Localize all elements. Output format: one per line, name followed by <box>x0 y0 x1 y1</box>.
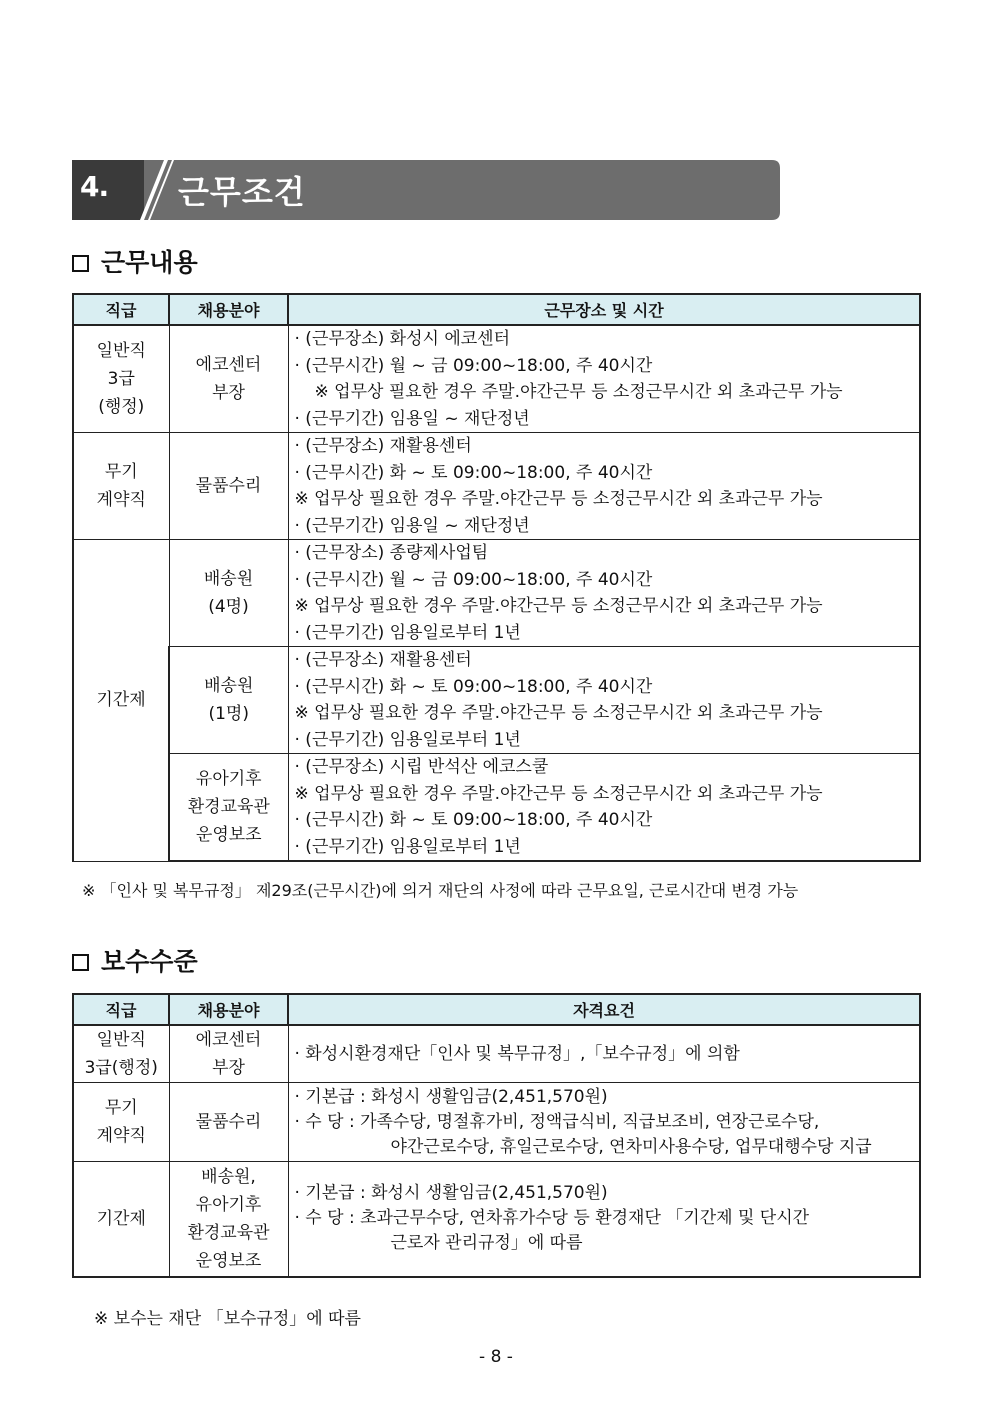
detail-line: · (근무장소) 시립 반석산 에코스쿨 <box>294 757 549 777</box>
detail-line: ※ 업무상 필요한 경우 주말.야간근무 등 소정근무시간 외 초과근무 가능 <box>294 596 823 616</box>
field-cell <box>169 1162 288 1277</box>
field-line: 에코센터 <box>195 1030 262 1050</box>
detail-line: 근로자 관리규정」에 따름 <box>390 1233 583 1254</box>
details-cell <box>288 1025 920 1083</box>
field-line: 운영보조 <box>195 825 262 845</box>
field-cell <box>169 325 288 433</box>
detail-line: · (근무기간) 임용일로부터 1년 <box>294 836 521 857</box>
pay-table-header <box>73 994 920 1025</box>
field-line: 배송원 <box>204 676 254 696</box>
details-cell <box>288 1083 920 1162</box>
detail-line: · 기본급 : 화성시 생활임금(2,451,570원) <box>294 1086 608 1107</box>
field-cell <box>169 1083 288 1162</box>
detail-line: · (근무시간) 화 ~ 토 09:00~18:00, 주 40시간 <box>294 810 653 830</box>
grade-line: 무기 <box>104 462 138 482</box>
field-cell <box>169 433 288 540</box>
field-cell <box>169 754 288 862</box>
detail-line: · 기본급 : 화성시 생활임금(2,451,570원) <box>294 1183 608 1204</box>
header-place-time: 근무장소 및 시간 <box>288 294 920 325</box>
details-cell <box>288 325 920 433</box>
table-row <box>73 540 920 647</box>
detail-line: 야간근로수당, 휴일근로수당, 연차미사용수당, 업무대행수당 지급 <box>390 1136 872 1157</box>
field-line: 물품수리 <box>195 1112 262 1132</box>
field-line: 배송원 <box>203 569 254 589</box>
detail-line: · (근무장소) 재활용센터 <box>294 650 472 670</box>
grade-cell <box>73 433 169 540</box>
detail-line: · (근무시간) 월 ~ 금 09:00~18:00, 주 40시간 <box>294 355 653 376</box>
work-note: ※ 「인사 및 복무규정」 제29조(근무시간)에 의거 재단의 사정에 따라 근무요일, 근로시간대 변경 가능 <box>82 881 799 900</box>
detail-line: ※ 업무상 필요한 경우 주말.야간근무 등 소정근무시간 외 초과근무 가능 <box>314 382 843 402</box>
work-table <box>72 293 921 862</box>
grade-line: 무기 <box>104 1098 138 1118</box>
details-cell <box>288 647 920 754</box>
field-line: 물품수리 <box>195 476 262 496</box>
detail-line: ※ 업무상 필요한 경우 주말.야간근무 등 소정근무시간 외 초과근무 가능 <box>294 703 823 723</box>
grade-line: 일반직 <box>96 1030 146 1050</box>
grade-line: 3급(행정) <box>84 1058 158 1078</box>
header-grade: 직급 <box>73 294 169 325</box>
details-cell <box>288 754 920 862</box>
field-line: 환경교육관 <box>187 797 270 817</box>
grade-line: 계약직 <box>96 1126 146 1146</box>
section-banner <box>72 160 780 220</box>
pay-table <box>72 993 921 1278</box>
detail-line: · (근무기간) 임용일 ~ 재단정년 <box>294 408 530 429</box>
detail-line: · (근무기간) 임용일로부터 1년 <box>294 622 521 643</box>
detail-line: ※ 업무상 필요한 경우 주말.야간근무 등 소정근무시간 외 초과근무 가능 <box>294 783 823 804</box>
work-heading-text: 근무내용 <box>101 248 198 277</box>
details-cell <box>288 540 920 647</box>
field-line: 에코센터 <box>195 355 262 375</box>
header-field: 채용분야 <box>169 994 288 1025</box>
grade-line: 일반직 <box>96 341 146 361</box>
field-cell <box>169 647 288 754</box>
field-line: 부장 <box>212 383 245 403</box>
header-grade: 직급 <box>73 994 169 1025</box>
table-row <box>73 754 920 862</box>
table-row <box>73 1162 920 1277</box>
grade-line: 기간제 <box>96 690 146 711</box>
detail-line: · (근무시간) 화 ~ 토 09:00~18:00, 주 40시간 <box>294 462 653 483</box>
table-row <box>73 433 920 540</box>
detail-line: · (근무장소) 재활용센터 <box>294 436 472 456</box>
grade-line: 계약직 <box>96 490 146 510</box>
field-line: 유아기후 <box>195 769 262 789</box>
field-line: 환경교육관 <box>187 1222 270 1243</box>
detail-line: · (근무장소) 화성시 에코센터 <box>294 329 511 349</box>
grade-cell <box>73 1083 169 1162</box>
table-row <box>73 325 920 433</box>
detail-line: · 수 당 : 초과근무수당, 연차휴가수당 등 환경재단 「기간제 및 단시간 <box>294 1208 810 1229</box>
header-field: 채용분야 <box>169 294 288 325</box>
detail-line: · (근무기간) 임용일로부터 1년 <box>294 729 521 750</box>
table-row <box>73 647 920 754</box>
detail-line: · (근무기간) 임용일 ~ 재단정년 <box>294 515 530 536</box>
grade-cell <box>73 325 169 433</box>
detail-line: · (근무시간) 월 ~ 금 09:00~18:00, 주 40시간 <box>294 569 653 590</box>
grade-line: 3급 <box>107 369 135 389</box>
detail-line: · 수 당 : 가족수당, 명절휴가비, 정액급식비, 직급보조비, 연장근로수당, <box>294 1111 820 1132</box>
detail-line: · (근무시간) 화 ~ 토 09:00~18:00, 주 40시간 <box>294 676 653 697</box>
grade-line: (행정) <box>98 397 145 417</box>
page-number: - 8 - <box>479 1347 513 1367</box>
details-cell <box>288 1162 920 1277</box>
field-cell <box>169 540 288 647</box>
details-cell <box>288 433 920 540</box>
field-line: 배송원, <box>201 1166 256 1187</box>
grade-line: 기간제 <box>96 1208 146 1229</box>
field-line: 운영보조 <box>195 1250 262 1271</box>
pay-heading-text: 보수수준 <box>101 947 198 976</box>
table-row <box>73 1025 920 1083</box>
section-title: 근무조건 <box>178 173 306 211</box>
grade-cell <box>73 1025 169 1083</box>
pay-heading <box>72 942 198 978</box>
checkbox-square-icon <box>72 954 89 971</box>
grade-cell <box>73 1162 169 1277</box>
field-cell <box>169 1025 288 1083</box>
detail-line: ※ 업무상 필요한 경우 주말.야간근무 등 소정근무시간 외 초과근무 가능 <box>294 489 823 509</box>
field-line: (1명) <box>208 704 249 724</box>
work-table-header <box>73 294 920 325</box>
work-heading <box>72 243 198 279</box>
detail-line: · (근무장소) 종량제사업팀 <box>294 543 489 563</box>
grade-cell <box>73 540 169 862</box>
field-line: 부장 <box>212 1058 245 1078</box>
table-row <box>73 1083 920 1162</box>
field-line: (4명) <box>208 597 249 617</box>
section-number: 4. <box>80 170 109 203</box>
pay-note: ※ 보수는 재단 「보수규정」에 따름 <box>94 1309 361 1329</box>
field-line: 유아기후 <box>195 1194 262 1215</box>
checkbox-square-icon <box>72 255 89 272</box>
detail-line: · 화성시환경재단「인사 및 복무규정」,「보수규정」에 의함 <box>294 1043 740 1064</box>
header-requirements: 자격요건 <box>288 994 920 1025</box>
